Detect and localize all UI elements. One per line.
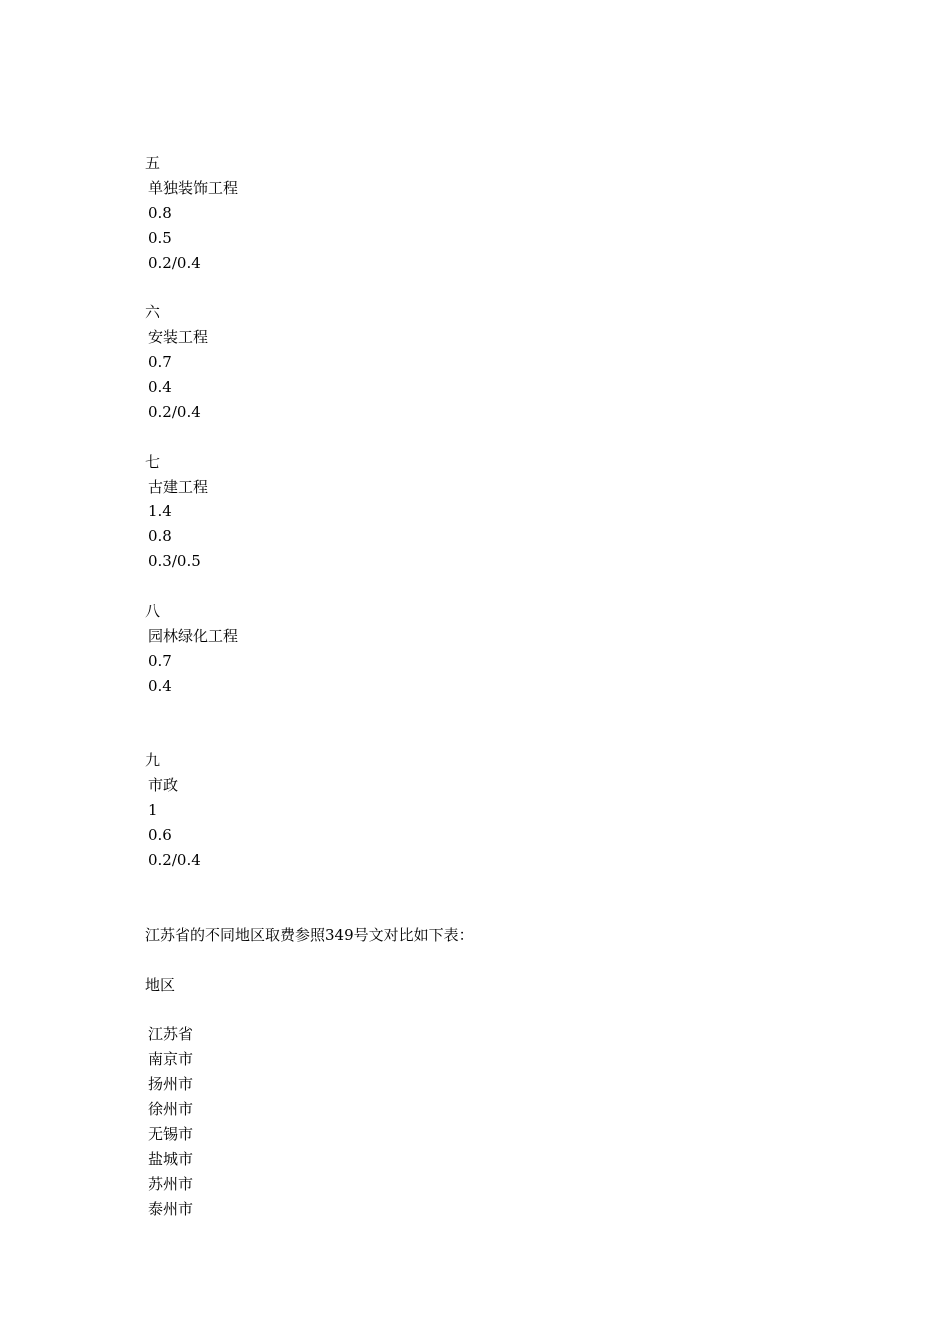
region-item: 徐州市 [148,1100,194,1118]
region-header: 地区 [145,976,176,994]
section-number: 八 [145,602,161,620]
section-value: 0.2/0.4 [148,851,201,869]
section-number: 六 [145,303,161,321]
section-value: 0.7 [148,353,172,371]
section-value: 0.5 [148,229,172,247]
section-name: 单独装饰工程 [148,179,239,197]
section-value: 0.4 [148,677,172,695]
region-item: 泰州市 [148,1200,194,1218]
section-name: 园林绿化工程 [148,627,239,645]
region-item: 江苏省 [148,1025,194,1043]
region-item: 盐城市 [148,1150,194,1168]
section-value: 0.7 [148,652,172,670]
section-value: 0.6 [148,826,172,844]
section-value: 0.4 [148,378,172,396]
section-value: 0.2/0.4 [148,254,201,272]
section-value: 0.3/0.5 [148,552,201,570]
region-item: 扬州市 [148,1075,194,1093]
section-number: 九 [145,751,161,769]
section-name: 安装工程 [148,328,209,346]
intro-paragraph: 江苏省的不同地区取费参照349号文对比如下表： [145,926,474,944]
region-item: 无锡市 [148,1125,194,1143]
section-value: 1 [148,801,158,819]
section-value: 1.4 [148,502,172,520]
section-value: 0.8 [148,204,172,222]
section-number: 七 [145,453,161,471]
section-number: 五 [145,154,161,172]
section-value: 0.2/0.4 [148,403,201,421]
section-name: 古建工程 [148,478,209,496]
section-name: 市政 [148,776,179,794]
section-value: 0.8 [148,527,172,545]
region-item: 苏州市 [148,1175,194,1193]
region-item: 南京市 [148,1050,194,1068]
